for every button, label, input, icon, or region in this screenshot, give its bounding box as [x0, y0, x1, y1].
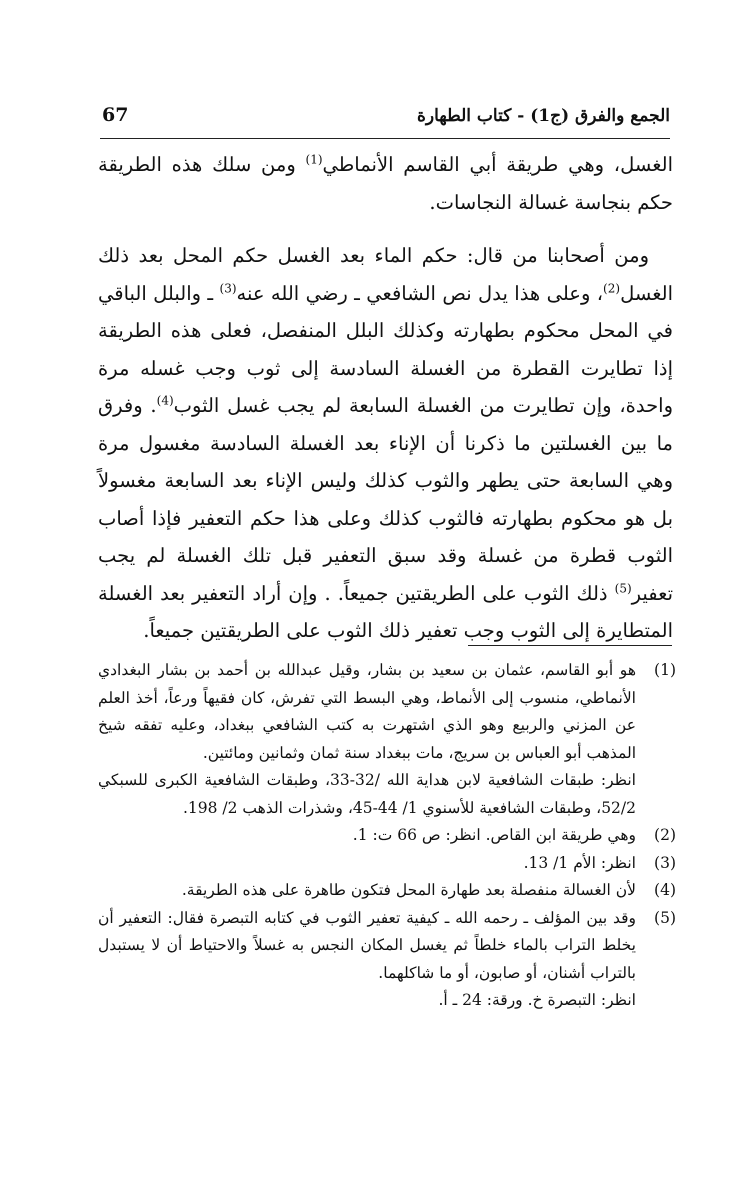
text-segment: ذلك الثوب على الطريقتين جميعاً. . وإن أراد التعفير بعد الغسلة المتطايرة إلى الثوب وجب تعفير ذلك الثوب على الطريقتين جميعاً. — [98, 581, 673, 642]
footnote-number: (1) — [654, 661, 676, 679]
footnote — [98, 657, 676, 822]
footnote-separator — [468, 645, 672, 646]
text-segment: ومن سلك هذه الطريقة حكم بنجاسة غسالة النجاسات. — [98, 153, 673, 214]
paragraph-2 — [98, 237, 673, 650]
footnote-line: انظر: التبصرة خ. ورقة: 24 ـ أ. — [438, 991, 636, 1009]
footnote-line: انظر: الأم 1/ 13. — [523, 853, 636, 872]
paragraph-1 — [98, 146, 673, 221]
footnote — [98, 905, 676, 1015]
text-segment: الغسل، وهي طريقة أبي القاسم الأنماطي — [322, 153, 673, 176]
running-title: الجمع والفرق (ج1) - كتاب الطهارة — [417, 106, 670, 126]
footnote-text — [98, 850, 636, 878]
footnote-line: وهي طريقة ابن القاص. انظر: ص 66 ت: 1. — [352, 826, 636, 844]
footnotes — [98, 657, 676, 1015]
text-segment: ، وعلى هذا يدل نص الشافعي ـ رضي الله عنه — [236, 281, 604, 305]
footnote-ref: (3) — [219, 281, 237, 295]
text-segment: ـ والبلل الباقي في المحل محكوم بطهارته وكذلك البلل المنفصل، فعلى هذه الطريقة إذا تطايرت القطرة من الغسلة السادسة إلى ثوب وجب غسله مرة واحدة، وإن تطايرت من الغسلة السابعة لم يجب غسل الثوب — [98, 281, 673, 417]
footnote-line: لأن الغسالة منفصلة بعد طهارة المحل فتكون طاهرة على هذه الطريقة. — [181, 881, 636, 899]
footnote-text — [98, 657, 636, 822]
footnote-ref: (4) — [156, 393, 174, 408]
footnote-text — [98, 877, 636, 905]
footnote-ref: (1) — [305, 152, 323, 167]
footnote-number: (3) — [654, 853, 676, 872]
footnote-line: هو أبو القاسم، عثمان بن سعيد بن بشار، وقيل عبدالله بن أحمد بن بشار البغدادي الأنماطي، منسوب إلى الأنماط، وهي البسط التي تفرش، كان فقيهاً ورعاً، أخذ العلم عن المزني والربيع وهو الذي اشتهرت به كتب الشافعي ببغداد، وعليه تفقه شيخ المذهب أبو العباس بن سريج، مات ببغداد سنة ثمان وثمانين ومائتين. — [98, 661, 636, 762]
footnote-ref: (5) — [614, 581, 632, 595]
footnote-number: (2) — [654, 826, 676, 844]
footnote — [98, 850, 676, 878]
footnote-number: (4) — [654, 881, 676, 899]
text-segment: ومن أصحابنا من قال: حكم الماء بعد الغسل حكم المحل بعد ذلك الغسل — [98, 244, 673, 305]
footnote-number: (5) — [654, 908, 676, 927]
footnote-text — [98, 822, 636, 850]
text-segment: . وفرق ما بين الغسلتين ما ذكرنا أن الإناء بعد الغسلة السادسة مغسول مرة وهي السابعة حتى يطهر والثوب كذلك وليس الإناء بعد السابعة مغسولاً بل هو محكوم بطهارته فالثوب كذلك وعلى هذا حكم التعفير فإذا أصاب الثوب قطرة من غسلة وقد سبق التعفير قبل تلك الغسلة لم يجب تعفير — [98, 394, 673, 605]
footnote-line: انظر: طبقات الشافعية لابن هداية الله /32-33، وطبقات الشافعية الكبرى للسبكي 52/2، وطبقات الشافعية للأسنوي 1/ 44-45، وشذرات الذهب 2/ 198. — [98, 771, 636, 817]
footnote-line: وقد بين المؤلف ـ رحمه الله ـ كيفية تعفير الثوب في كتابه التبصرة فقال: التعفير أن يخلط التراب بالماء خلطاً ثم يغسل المكان النجس به غسلاً والاحتياط أن لا يستبدل بالتراب أشنان، أو صابون، أو ما شاكلهما. — [98, 908, 636, 982]
page-header — [100, 104, 670, 139]
footnote — [98, 822, 676, 850]
footnote — [98, 877, 676, 905]
footnote-ref: (2) — [603, 281, 621, 295]
footnote-text — [98, 905, 636, 1015]
page-number: 67 — [102, 104, 129, 126]
main-text — [98, 146, 673, 650]
